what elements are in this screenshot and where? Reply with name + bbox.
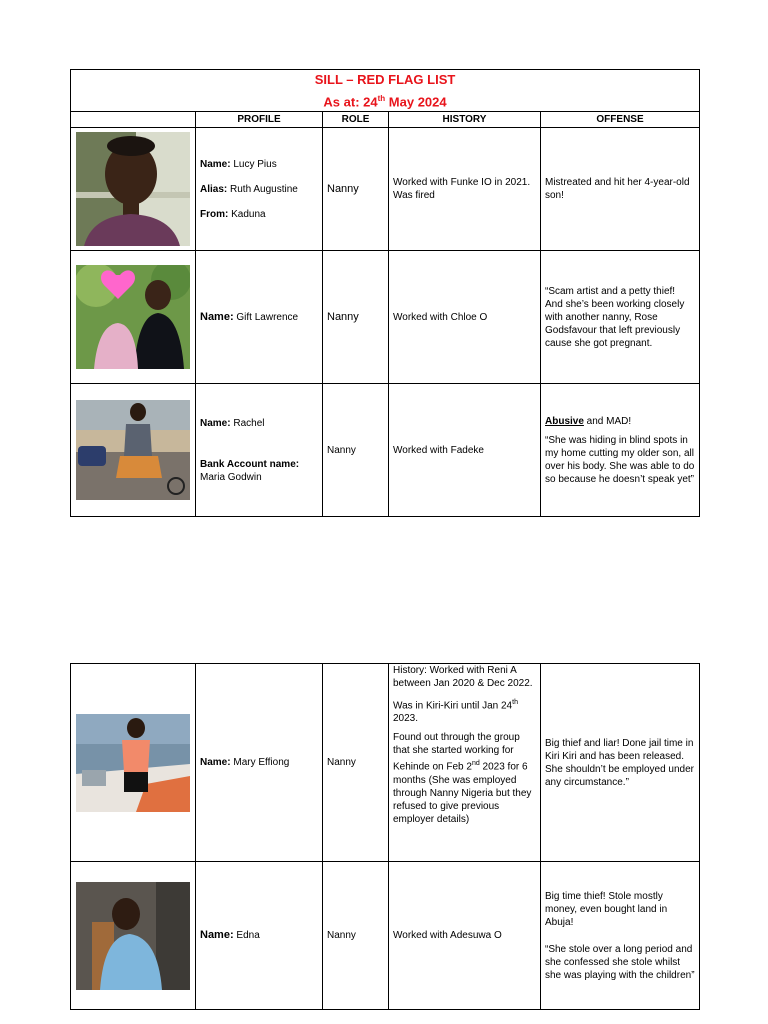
role-cell: Nanny xyxy=(323,862,389,1010)
alias-value: Ruth Augustine xyxy=(230,183,298,195)
role-cell: Nanny xyxy=(323,251,389,384)
person-name: Mary Effiong xyxy=(233,757,290,768)
table-row xyxy=(71,128,700,251)
role-cell: Nanny xyxy=(323,664,389,862)
red-flag-table-1 xyxy=(70,69,700,517)
document-title-cell xyxy=(71,70,700,112)
photo-cell xyxy=(71,862,196,1010)
offense-cell: “Scam artist and a petty thief! And she’s been working closely with another nanny, Rose Godsfavour that left previously cause she got pregnant. xyxy=(541,251,700,384)
from-value: Kaduna xyxy=(231,208,266,220)
history-cell: Worked with Fadeke xyxy=(389,384,541,517)
profile-cell: Name: Lucy Pius Alias: Ruth Augustine From: Kaduna xyxy=(196,128,323,251)
photo-cell xyxy=(71,384,196,517)
profile-cell: Name: Edna xyxy=(196,862,323,1010)
person-name: Lucy Pius xyxy=(233,158,277,170)
document-title: SILL – RED FLAG LIST xyxy=(314,72,456,87)
header-history: HISTORY xyxy=(389,112,541,128)
header-photo-blank xyxy=(71,112,196,128)
profile-cell: Name: Rachel Bank Account name: Maria Godwin xyxy=(196,384,323,517)
table-row xyxy=(71,664,700,862)
offense-cell: Big thief and liar! Done jail time in Kiri Kiri and has been released. She shouldn’t be employed under any circumstance.” xyxy=(541,664,700,862)
history-cell: Worked with Adesuwa O xyxy=(389,862,541,1010)
offense-cell: Big time thief! Stole mostly money, even bought land in Abuja! “She stole over a long period and she confessed she stole whilst she was playing with the children” xyxy=(541,862,700,1010)
offense-cell: Mistreated and hit her 4-year-old son! xyxy=(541,128,700,251)
role-cell: Nanny xyxy=(323,384,389,517)
photo-cell xyxy=(71,664,196,862)
profile-photo xyxy=(76,132,190,246)
profile-photo xyxy=(76,882,190,990)
profile-photo xyxy=(76,265,190,369)
table-row xyxy=(71,384,700,517)
history-cell: Worked with Funke IO in 2021. Was fired xyxy=(389,128,541,251)
profile-cell: Name: Gift Lawrence xyxy=(196,251,323,384)
document-subtitle: As at: 24th May 2024 xyxy=(323,94,447,110)
header-profile: PROFILE xyxy=(196,112,323,128)
offense-cell: Abusive and MAD! “She was hiding in blind spots in my home cutting my older son, all over his body. She was able to do so because he doesn’t speak yet” xyxy=(541,384,700,517)
header-role: ROLE xyxy=(323,112,389,128)
table-row xyxy=(71,251,700,384)
profile-photo xyxy=(76,714,190,812)
red-flag-table-2 xyxy=(70,663,700,1010)
table-row xyxy=(71,862,700,1010)
person-name: Edna xyxy=(236,930,260,941)
header-offense: OFFENSE xyxy=(541,112,700,128)
history-cell: Worked with Chloe O xyxy=(389,251,541,384)
photo-cell xyxy=(71,128,196,251)
history-cell: History: Worked with Reni A between Jan 2020 & Dec 2022. Was in Kiri-Kiri until Jan 24th 2023. Found out through the group that she started working for Kehinde on Feb 2nd 2023 for 6 months (She was employed through Nanny Nigeria but they refused to give previous employer details) xyxy=(389,664,541,862)
photo-cell xyxy=(71,251,196,384)
bank-label: Bank Account name: xyxy=(200,458,300,470)
person-name: Rachel xyxy=(233,417,265,429)
profile-cell: Name: Mary Effiong xyxy=(196,664,323,862)
person-name: Gift Lawrence xyxy=(236,311,299,323)
role-cell: Nanny xyxy=(323,128,389,251)
profile-photo xyxy=(76,400,190,500)
bank-value: Maria Godwin xyxy=(200,471,262,483)
